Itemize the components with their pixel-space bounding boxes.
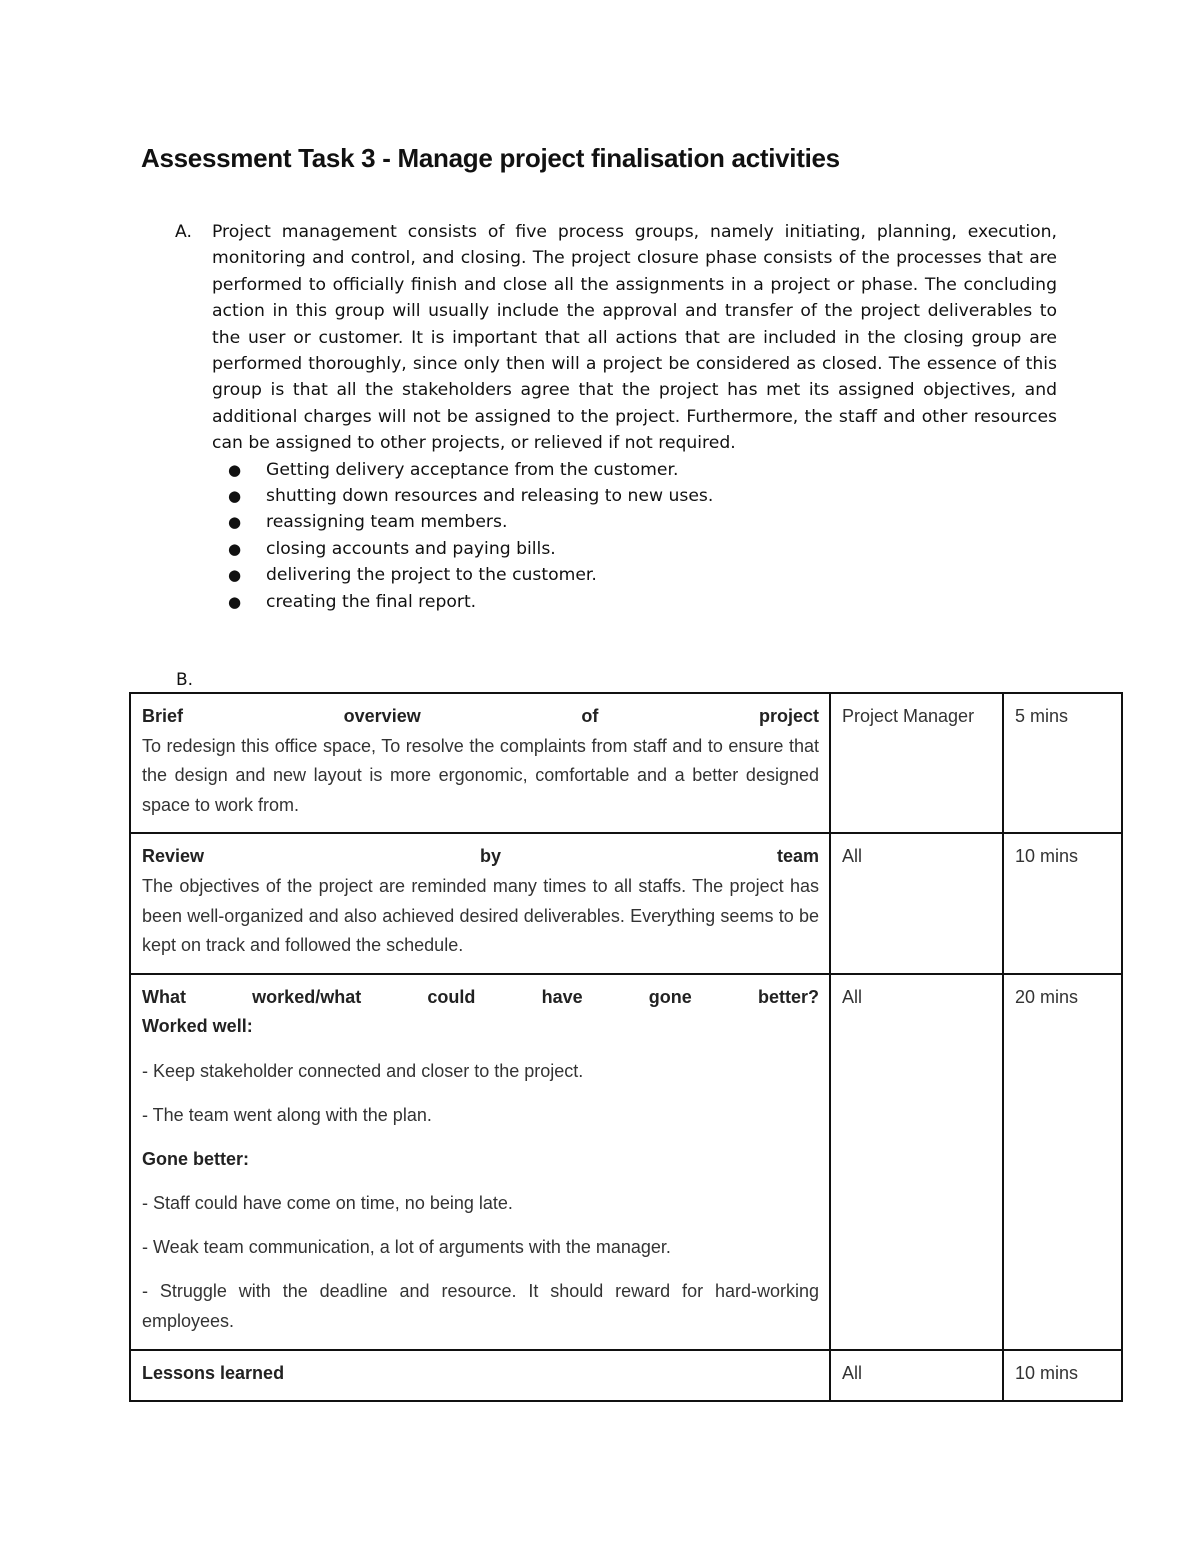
closing-activities-list — [228, 457, 1057, 615]
agenda-item-cell — [130, 974, 830, 1350]
responsible-cell: All — [830, 1350, 1003, 1402]
gone-better-item: - Weak team communication, a lot of arguments with the manager. — [142, 1237, 671, 1258]
table-row — [130, 833, 1122, 973]
agenda-item-cell — [130, 693, 830, 833]
agenda-item-heading: Lessons learned — [142, 1362, 285, 1383]
table-row — [130, 1350, 1122, 1402]
agenda-item-heading: What worked/what could have gone better? — [142, 986, 819, 1007]
worked-well-item: - Keep stakeholder connected and closer to the project. — [142, 1060, 584, 1081]
section-a-paragraph: Project management consists of five process groups, namely initiating, planning, execution, monitoring and control, and closing. The project closure phase consists of the processes that are performed to officially finish and close all the assignments in a project or phase. The concluding action in this group will usually include the approval and transfer of the project deliverables to the user or customer. It is important that all actions that are included in the closing group are performed thoroughly, since only then will a project be considered as closed. The essence of this group is that all the stakeholders agree that the project has met its assigned objectives, and additional charges will not be assigned to the project. Furthermore, the staff and other resources can be assigned to other projects, or relieved if not required. — [212, 222, 1057, 454]
bullet-icon: ● — [228, 592, 242, 611]
table-row — [130, 974, 1122, 1350]
agenda-item-cell — [130, 1350, 830, 1402]
duration-cell: 10 mins — [1003, 833, 1122, 973]
bullet-icon: ● — [228, 566, 242, 585]
responsible-cell: Project Manager — [830, 693, 1003, 833]
duration-cell: 10 mins — [1003, 1350, 1122, 1402]
bullet-icon: ● — [228, 513, 242, 532]
gone-better-label: Gone better: — [142, 1148, 250, 1169]
bullet-icon: ● — [228, 539, 242, 558]
agenda-item-body: The objectives of the project are reminded many times to all staffs. The project has been well-organized and also achieved desired deliverables. Everything seems to be kept on track and followed the schedule. — [142, 875, 819, 956]
bullet-icon: ● — [228, 460, 242, 479]
duration-cell: 20 mins — [1003, 974, 1122, 1350]
list-item: ● closing accounts and paying bills. — [228, 536, 1057, 562]
responsible-cell: All — [830, 974, 1003, 1350]
list-item: ● reassigning team members. — [228, 509, 1057, 535]
section-b-marker: B. — [176, 670, 194, 690]
responsible-cell: All — [830, 833, 1003, 973]
gone-better-item: - Staff could have come on time, no being late. — [142, 1193, 513, 1214]
table-row — [130, 693, 1122, 833]
agenda-item-heading: Review by team — [142, 846, 819, 867]
list-item: ● delivering the project to the customer. — [228, 562, 1057, 588]
meeting-agenda-table — [129, 692, 1123, 1402]
bullet-icon: ● — [228, 487, 242, 506]
worked-well-item: - The team went along with the plan. — [142, 1104, 432, 1125]
worked-well-label: Worked well: — [142, 1016, 253, 1037]
agenda-item-cell — [130, 833, 830, 973]
section-a-marker: A. — [175, 222, 192, 242]
list-item: ● shutting down resources and releasing to new uses. — [228, 483, 1057, 509]
agenda-item-body: To redesign this office space, To resolve the complaints from staff and to ensure that the design and new layout is more ergonomic, comfortable and a better designed space to work from. — [142, 735, 819, 815]
agenda-item-heading: Brief overview of project — [142, 706, 819, 726]
list-item: ● creating the final report. — [228, 589, 1057, 615]
list-item: ● Getting delivery acceptance from the customer. — [228, 457, 1057, 483]
section-a — [175, 219, 1057, 615]
document-title: Assessment Task 3 - Manage project finalisation activities — [141, 143, 840, 173]
gone-better-item: - Struggle with the deadline and resource. It should reward for hard-working employees. — [142, 1281, 819, 1332]
duration-cell: 5 mins — [1003, 693, 1122, 833]
